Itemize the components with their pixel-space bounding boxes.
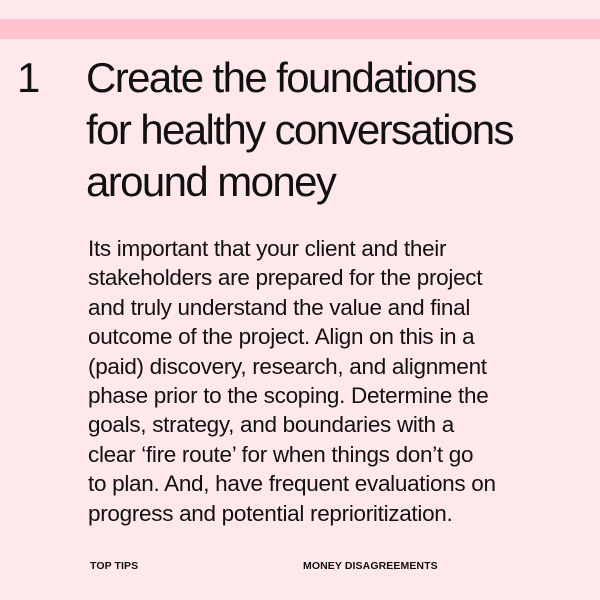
tip-title-line: around money [86,158,336,205]
tip-body-line: phase prior to the scoping. Determine the [88,383,489,409]
tip-body-line: stakeholders are prepared for the project [88,265,483,291]
footer-topic-label: MONEY DISAGREEMENTS [303,560,438,572]
tip-body [88,234,588,528]
tip-number: 1 [17,54,40,101]
tip-body-line: (paid) discovery, research, and alignment [88,353,487,379]
tip-body-line: to plan. And, have frequent evaluations on [88,471,496,497]
top-accent-band [0,19,600,39]
tip-title [86,52,586,208]
tip-title-line: for healthy conversations [86,106,513,153]
tip-title-line: Create the foundations [86,54,476,101]
footer-section-label: TOP TIPS [90,560,139,572]
tip-body-line: progress and potential reprioritization. [88,500,453,526]
tip-body-line: goals, strategy, and boundaries with a [88,412,454,438]
tip-body-line: and truly understand the value and final [88,294,471,320]
tip-body-line: outcome of the project. Align on this in a [88,324,475,350]
tip-body-line: clear ‘fire route’ for when things don’t go [88,441,474,467]
tip-body-line: Its important that your client and their [88,236,447,261]
